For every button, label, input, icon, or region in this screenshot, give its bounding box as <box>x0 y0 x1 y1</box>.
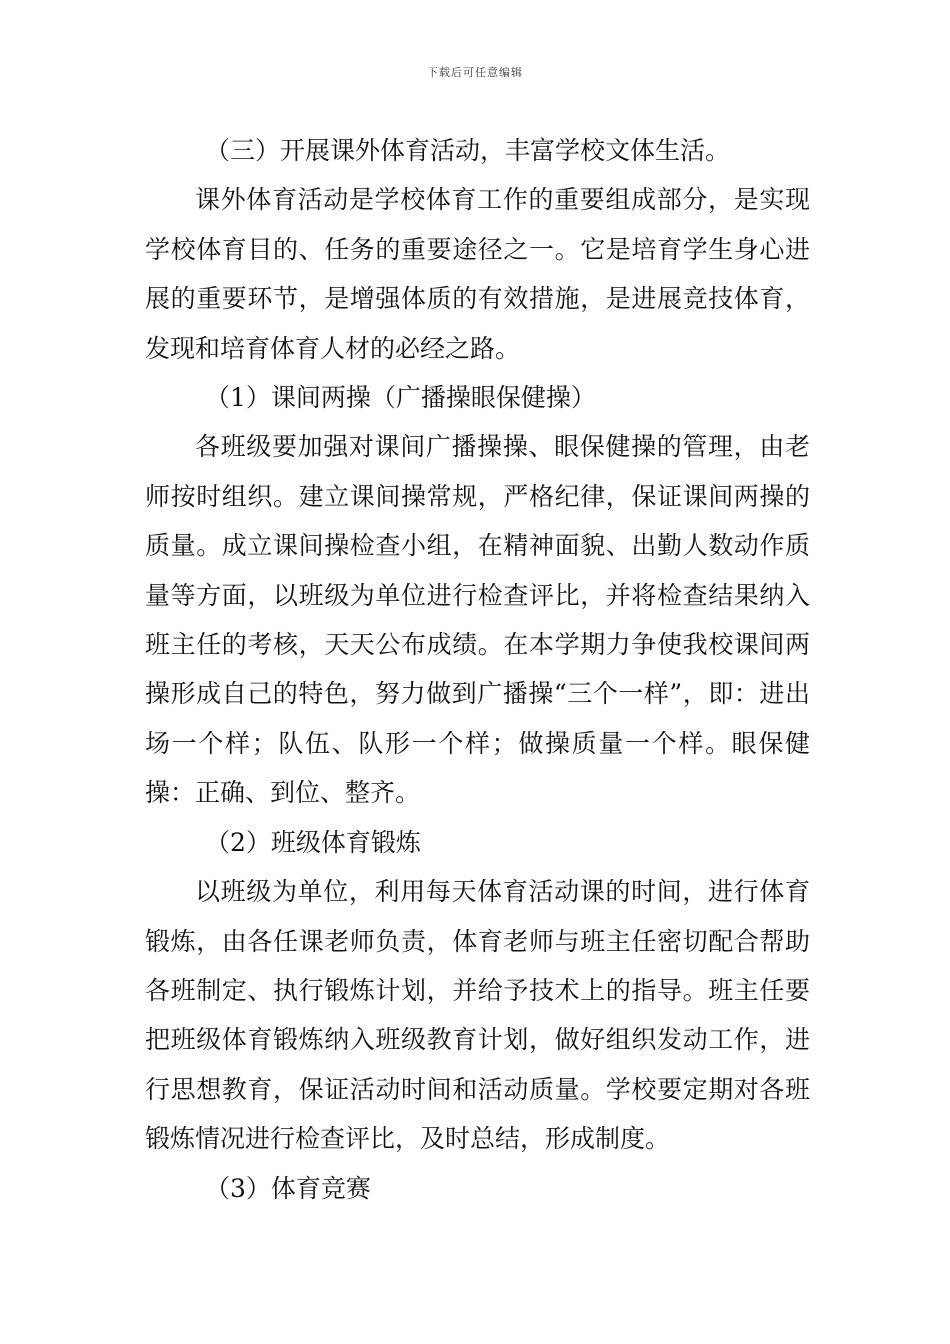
document-body <box>145 126 810 1213</box>
item1-heading: （1）课间两操（广播操眼保健操） <box>205 383 596 413</box>
item2-paragraph: 以班级为单位，利用每天体育活动课的时间，进行体育锻炼，由各任课老师负责，体育老师与班主任密切配合帮助各班制定、执行锻炼计划，并给予技术上的指导。班主任要把班级体育锻炼纳入班级教育计划，做好组织发动工作，进行思想教育，保证活动时间和活动质量。学校要定期对各班锻炼情况进行检查评比，及时总结，形成制度。 <box>145 877 810 1154</box>
section-heading: （三）开展课外体育活动，丰富学校文体生活。 <box>205 136 731 165</box>
header-note: 下载后可任意编辑 <box>427 66 523 79</box>
item2-heading: （2）班级体育锻炼 <box>205 827 421 857</box>
item1-paragraph: 各班级要加强对课间广播操操、眼保健操的管理，由老师按时组织。建立课间操常规，严格纪律，保证课间两操的质量。成立课间操检查小组，在精神面貌、出勤人数动作质量等方面，以班级为单位进行检查评比，并将检查结果纳入班主任的考核，天天公布成绩。在本学期力争使我校课间两操形成自己的特色，努力做到广播操“三个一样”，即：进出场一个样；队伍、队形一个样；做操质量一个样。眼保健操：正确、到位、整齐。 <box>145 432 810 808</box>
item3-heading: （3）体育竞赛 <box>205 1173 371 1203</box>
intro-paragraph: 课外体育活动是学校体育工作的重要组成部分，是实现学校体育目的、任务的重要途径之一。它是培育学生身心进展的重要环节，是增强体质的有效措施，是进展竞技体育，发现和培育体育人材的必经之路。 <box>145 185 810 363</box>
